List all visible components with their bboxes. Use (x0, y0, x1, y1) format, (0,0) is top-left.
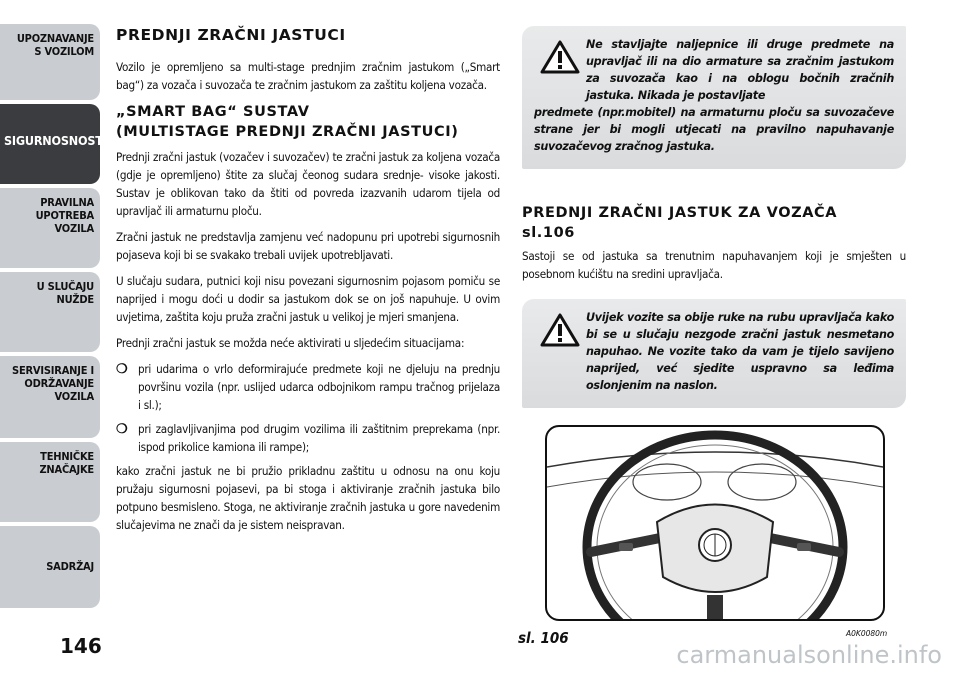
intro-paragraph: Vozilo je opremljeno sa multi-stage prednjim zračnim jastukom („Smart bag“) za vozača i suvozača te zračnim jastukom za zaštitu koljena vozača. (116, 60, 500, 92)
warning-text-b: predmete (npr.mobitel) na armaturnu ploču sa suvozačeve strane jer bi mogli utjecati na pravilno napuhavanje suvozačevog zračnog jastuka. (534, 106, 894, 153)
page-title: PREDNJI ZRAČNI JASTUCI (116, 26, 346, 44)
bullet-text: pri zaglavljivanjima pod drugim vozilima ili zaštitnim preprekama (npr. ispod prikolice kamiona ili rampe); (138, 422, 500, 454)
paragraph-3: U slučaju sudara, putnici koji nisu povezani sigurnosnim pojasom pomiču se naprijed i mogu doći u dodir sa jastukom dok se on još napuhuje. U ovim uvjetima, zaštita koju pruža zračni jastuk u velikoj je mjeri smanjena. (116, 274, 500, 324)
steering-wheel-figure (545, 425, 885, 621)
figure-caption: sl. 106 (518, 629, 569, 647)
warning-text-a: Ne stavljajte naljepnice ili druge predmete na upravljač ili na dio armature sa zračnim jastukom za suvozača kao i na oblogu bočnih zračnih jastuka. Nikada je postavljate (586, 38, 894, 102)
list-item (116, 360, 500, 414)
warning-triangle-icon (540, 313, 580, 347)
warning-box (522, 299, 906, 408)
section-heading (116, 102, 500, 142)
figure-code: A0K0080m (846, 629, 888, 638)
section-heading-line2: (MULTISTAGE PREDNJI ZRAČNI JASTUCI) (116, 124, 459, 140)
paragraph-2: Zračni jastuk ne predstavlja zamjenu već nadopunu pri upotrebi sigurnosnih pojaseva koji bi se svakako trebali uvijek upotrebljavati. (116, 230, 500, 262)
warning-triangle-icon (540, 40, 580, 74)
right-column (522, 26, 906, 408)
watermark: carmanualsonline.info (676, 641, 942, 669)
tab-pravilna-upotreba[interactable] (0, 188, 100, 268)
tab-tehnicke-znacajke[interactable] (0, 442, 100, 522)
tab-upoznavanje[interactable] (0, 24, 100, 100)
bullet-icon: ❍ (116, 421, 128, 436)
tab-label: U SLUČAJU NUŽDE (36, 280, 94, 306)
warning-box (522, 26, 906, 169)
steering-wheel-illustration (547, 427, 883, 619)
page-number: 146 (60, 634, 102, 658)
heading-line2: sl.106 (522, 225, 575, 241)
tab-label: SIGURNOSNOST (4, 133, 103, 148)
left-column (116, 26, 500, 542)
tab-sigurnosnost[interactable] (0, 104, 103, 184)
bullet-icon: ❍ (116, 361, 128, 376)
warning-text: Uvijek vozite sa obije ruke na rubu upravljača kako bi se u slučaju nezgode zračni jastuk nesmetano napuhao. Ne vozite tako da vam je tijelo savijeno naprijed, već sjedite uspravno sa leđima oslonjenim na naslon. (586, 311, 894, 392)
tab-label: SADRŽAJ (46, 560, 94, 573)
driver-airbag-heading (522, 203, 906, 243)
driver-airbag-body: Sastoji se od jastuka sa trenutnim napuhavanjem koji je smješten u posebnom kućištu na sredini upravljača. (522, 249, 906, 281)
tab-servisiranje[interactable] (0, 356, 100, 438)
bullet-text: pri udarima o vrlo deformirajuće predmete koji ne djeluju na prednju površinu vozila (npr. uslijed udarca odbojnikom rampu tračnog prijelaza i sl.); (138, 362, 500, 412)
paragraph-4: Prednji zračni jastuk se možda neće aktivirati u sljedećim situacijama: (116, 336, 465, 350)
tab-sadrzaj[interactable] (0, 526, 100, 608)
section-heading-line1: „SMART BAG“ SUSTAV (116, 104, 310, 120)
tab-label: SERVISIRANJE I ODRŽAVANJE VOZILA (12, 364, 94, 403)
tab-label: UPOZNAVANJE S VOZILOM (16, 32, 94, 58)
paragraph-5: kako zračni jastuk ne bi pružio prikladnu zaštitu u odnosu na onu koju pružaju sigurnosni pojasevi, pa bi stoga i aktiviranje zračnih jastuka bilo potpuno besmisleno. Stoga, ne aktiviranje zračnih jastuka u gore navedenim slučajevima ne znači da je sistem neispravan. (116, 464, 500, 532)
tab-label: TEHNIČKE ZNAČAJKE (39, 450, 94, 476)
heading-line1: PREDNJI ZRAČNI JASTUK ZA VOZAČA (522, 205, 838, 221)
paragraph-1: Prednji zračni jastuk (vozačev i suvozačev) te zračni jastuk za koljena vozača (gdje je opremljeno) štite za slučaj čeonog sudara srednje- visoke jakosti. Sustav je oblikovan tako da štiti od povreda izazvanih udarom tijela od upravljač ili armaturnu ploču. (116, 150, 500, 218)
tab-label: PRAVILNA UPOTREBA VOZILA (35, 196, 94, 235)
chapter-sidebar (0, 24, 103, 612)
tab-u-slucaju-nuzde[interactable] (0, 272, 100, 352)
list-item (116, 420, 500, 456)
